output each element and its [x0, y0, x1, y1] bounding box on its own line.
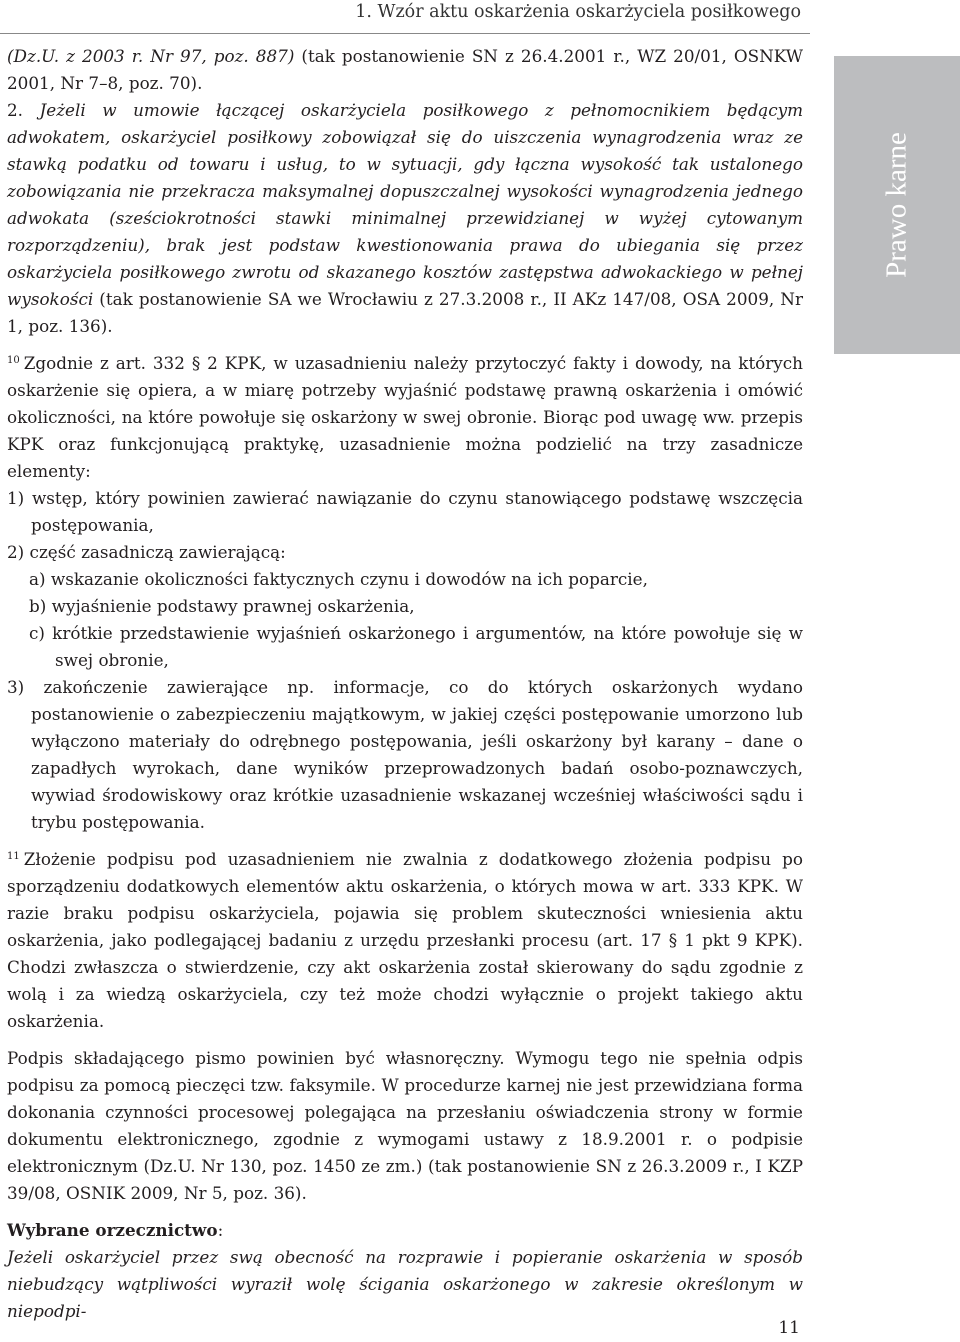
footnote-10	[7, 350, 803, 485]
ruling-tail: (tak postanowienie SA we Wrocławiu z 27.3.2008 r., II AKz 147/08, OSA 2009, Nr 1, poz. 136).	[7, 289, 803, 336]
ruling-paragraph-2	[7, 97, 803, 340]
footnote-11-number: 11	[7, 851, 20, 862]
ruling-italic: Jeżeli w umowie łączącej oskarżyciela posiłkowego z pełnomocnikiem będącym adwokatem, oskarżyciel posiłkowy zobowiązał się do uiszczenia wynagrodzenia wraz ze stawką podatku od towaru i usług, to w sytuacji, gdy łączna wysokość tak ustalonego zobowiązania nie przekracza maksymalnej dopuszczalnej wysokości wynagrodzenia jednego adwokata (sześciokrotności stawki minimalnej przewidzianej w wyżej cytowanym rozporządzeniu), brak jest podstaw kwestionowania prawa do ubiegania się przez oskarżyciela posiłkowego zwrotu od skazanego kosztów zastępstwa adwokackiego w pełnej wysokości	[7, 100, 803, 309]
citation-tail: (tak postanowienie SN z 26.4.2001 r., WZ 20/01, OSNKW 2001, Nr 7–8, poz. 70).	[7, 46, 803, 93]
list-item-2b: b) wyjaśnienie podstawy prawnej oskarżenia,	[29, 596, 415, 616]
side-tab-label: Prawo karne	[880, 132, 913, 278]
citation-italic: (Dz.U. z 2003 r. Nr 97, poz. 887)	[7, 46, 295, 66]
citation-paragraph	[7, 43, 803, 97]
list-item-1: 1) wstęp, który powinien zawierać nawiązanie do czynu stanowiącego podstawę wszczęcia postępowania,	[7, 488, 803, 535]
case-law-heading-text: Wybrane orzecznictwo	[7, 1220, 218, 1240]
footnote-11	[7, 846, 803, 1035]
ruling-number: 2.	[7, 100, 40, 120]
case-law-ruling: Jeżeli oskarżyciel przez swą obecność na rozprawie i popieranie oskarżenia w sposób niebudzący wątpliwości wyraził wolę ścigania oskarżonego w zakresie określonym w niepodpi-	[7, 1247, 803, 1321]
continued-footnote	[7, 43, 803, 1325]
page-number: 11	[778, 1318, 800, 1338]
header-rule	[0, 33, 810, 34]
list-item-2a: a) wskazanie okoliczności faktycznych czynu i dowodów na ich poparcie,	[29, 569, 648, 589]
side-tab	[834, 56, 960, 354]
footnote-10-number: 10	[7, 355, 20, 366]
running-header: 1. Wzór aktu oskarżenia oskarżyciela posiłkowego	[355, 2, 801, 22]
list-item-2: 2) część zasadniczą zawierającą:	[7, 542, 286, 562]
case-law-heading	[7, 1217, 803, 1244]
list-item-2c: c) krótkie przedstawienie wyjaśnień oskarżonego i argumentów, na które powołuje się w swej obronie,	[29, 623, 803, 670]
case-law-heading-colon: :	[217, 1220, 224, 1240]
list-item-3: 3) zakończenie zawierające np. informacje, co do których oskarżonych wydano postanowienie o zabezpieczeniu majątkowym, w jakiej części postępowanie umorzono lub wyłączono materiały do odrębnego postępowania, jeśli oskarżony był karany – dane o zapadłych wyrokach, dane wyników przeprowadzonych badań osobo-poznawczych, wywiad środowiskowy oraz krótkie uzasadnienie wskazanej wcześniej właściwości sądu i trybu postępowania.	[7, 677, 803, 832]
footnote-10-intro: Zgodnie z art. 332 § 2 KPK, w uzasadnieniu należy przytoczyć fakty i dowody, na których oskarżenie się opiera, a w miarę potrzeby wyjaśnić podstawę prawną oskarżenia i omówić okoliczności, na które powołuje się oskarżony w swej obronie. Biorąc pod uwagę ww. przepis KPK oraz funkcjonującą praktykę, uzasadnienie można podzielić na trzy zasadnicze elementy:	[7, 353, 803, 481]
footnote-11-text: Złożenie podpisu pod uzasadnieniem nie zwalnia z dodatkowego złożenia podpisu po sporządzeniu dodatkowych elementów aktu oskarżenia, o których mowa w art. 333 KPK. W razie braku podpisu oskarżyciela, pojawia się problem skuteczności wniesienia aktu oskarżenia, jako podlegającej badaniu z urzędu przesłanki procesu (art. 17 § 1 pkt 9 KPK). Chodzi zwłaszcza o stwierdzenie, czy akt oskarżenia został skierowany do sądu zgodnie z wolą i za wiedzą oskarżyciela, czy też może chodzi wyłącznie o projekt takiego aktu oskarżenia.	[7, 849, 803, 1031]
signature-paragraph: Podpis składającego pismo powinien być własnoręczny. Wymogu tego nie spełnia odpis podpisu za pomocą pieczęci tzw. faksymile. W procedurze karnej nie jest przewidziana forma dokonania czynności procesowej polegająca na przesłaniu oświadczenia strony w formie dokumentu elektronicznego, zgodnie z wymogami ustawy z 18.9.2001 r. o podpisie elektronicznym (Dz.U. Nr 130, poz. 1450 ze zm.) (tak postanowienie SN z 26.3.2009 r., I KZP 39/08, OSNIK 2009, Nr 5, poz. 36).	[7, 1048, 803, 1203]
